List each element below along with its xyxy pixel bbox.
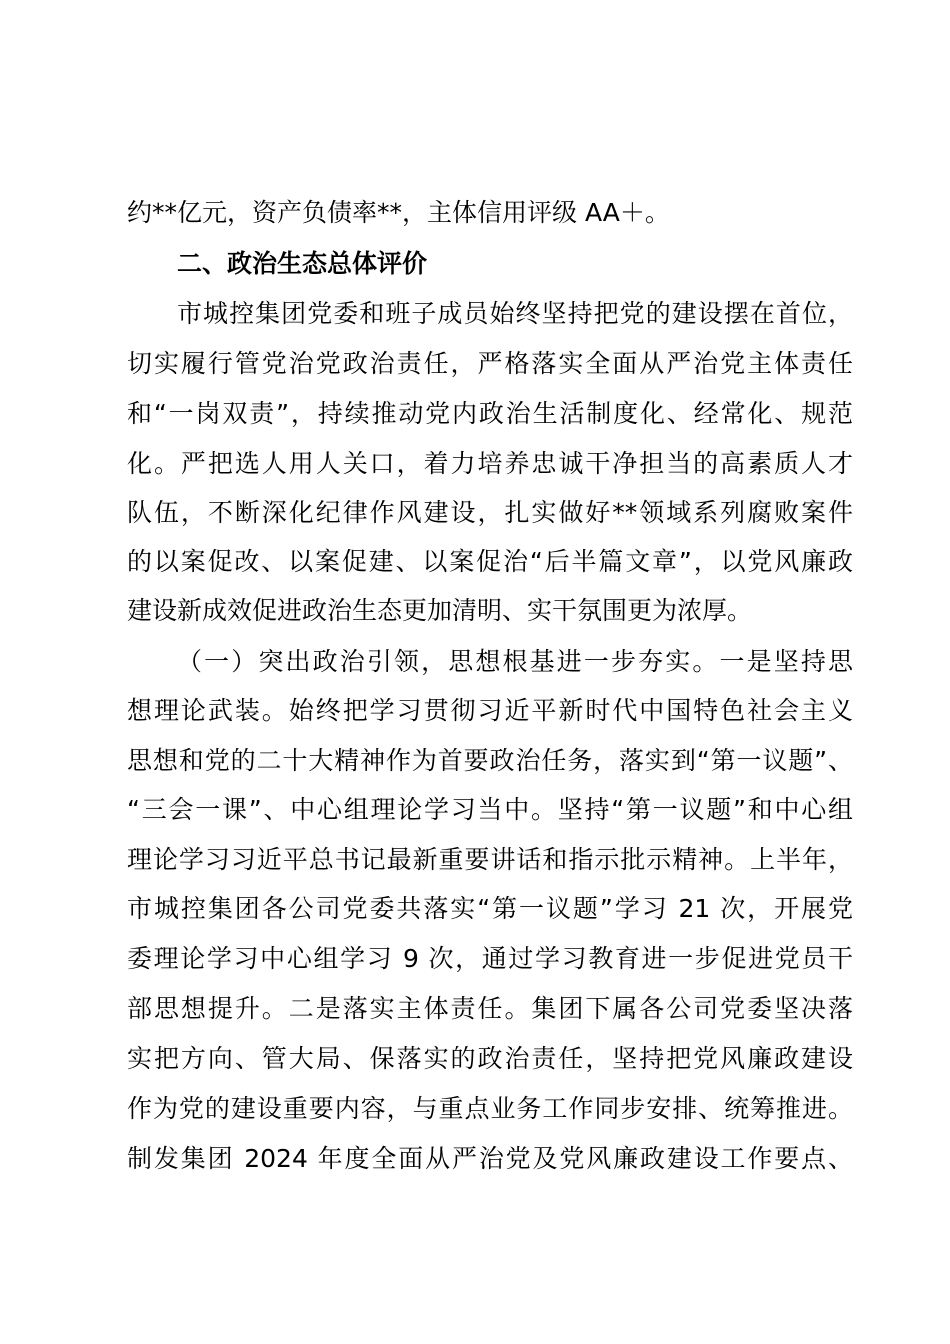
- text-line: 的以案促改、以案促建、以案促治“后半篇文章”，以党风廉政: [127, 547, 853, 576]
- text-line: 市城控集团各公司党委共落实“第一议题”学习 21 次，开展党: [127, 894, 853, 923]
- text-line: 制发集团 2024 年度全面从严治党及党风廉政建设工作要点、: [127, 1144, 853, 1173]
- section-heading: 二、政治生态总体评价: [177, 249, 428, 278]
- text-line: 想理论武装。始终把学习贯彻习近平新时代中国特色社会主义: [127, 696, 853, 725]
- text-line: 市城控集团党委和班子成员始终坚持把党的建设摆在首位，: [177, 299, 853, 328]
- text-line: 思想和党的二十大精神作为首要政治任务，落实到“第一议题”、: [127, 746, 853, 775]
- text-line: 实把方向、管大局、保落实的政治责任，坚持把党风廉政建设: [127, 1044, 853, 1073]
- text-line: 切实履行管党治党政治责任，严格落实全面从严治党主体责任: [127, 349, 853, 378]
- text-line: 部思想提升。二是落实主体责任。集团下属各公司党委坚决落: [127, 994, 853, 1023]
- text-line: 和“一岗双责”，持续推动党内政治生活制度化、经常化、规范: [127, 399, 853, 428]
- text-line: （一）突出政治引领，思想根基进一步夯实。一是坚持思: [177, 647, 853, 676]
- text-line: 约**亿元，资产负债率**，主体信用评级 AA＋。: [127, 198, 670, 227]
- text-line: 化。严把选人用人关口，着力培养忠诚干净担当的高素质人才: [127, 449, 853, 478]
- text-line: 理论学习习近平总书记最新重要讲话和指示批示精神。上半年，: [127, 845, 853, 874]
- text-line: 委理论学习中心组学习 9 次，通过学习教育进一步促进党员干: [127, 944, 853, 973]
- text-line: “三会一课”、中心组理论学习当中。坚持“第一议题”和中心组: [127, 795, 853, 824]
- text-line: 作为党的建设重要内容，与重点业务工作同步安排、统筹推进。: [127, 1094, 853, 1123]
- text-line: 建设新成效促进政治生态更加清明、实干氛围更为浓厚。: [127, 596, 753, 625]
- text-line: 队伍，不断深化纪律作风建设，扎实做好**领域系列腐败案件: [127, 498, 853, 527]
